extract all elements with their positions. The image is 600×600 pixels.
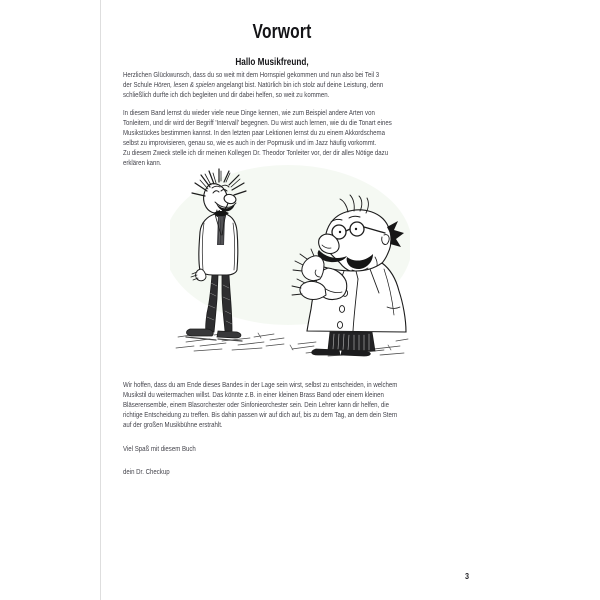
text-segment: der Schule (123, 80, 154, 89)
page-number: 3 (465, 571, 470, 581)
coat-button (337, 322, 342, 329)
outro-paragraph (123, 380, 397, 430)
text-line: Herzlichen Glückwunsch, dass du so weit mit dem Hornspiel gekommen und nun also bei Teil 3 (123, 70, 380, 79)
text-line (123, 80, 383, 90)
striped-trousers (328, 332, 375, 351)
signature (123, 467, 170, 477)
greeting-heading: Hallo Musikfreund, (235, 56, 309, 68)
band-paragraph (123, 108, 392, 168)
closing-wish (123, 444, 196, 454)
text-line: Tonleitern, und dir wird der Begriff 'Intervall' begegnen. Du wirst auch lernen, wie du die Tonart eines (123, 118, 392, 127)
shoe (341, 350, 370, 356)
text-line: dein Dr. Checkup (123, 467, 170, 476)
text-line: erklären kann. (123, 158, 162, 167)
text-line: auf der großen Musikbühne erstrahlt. (123, 420, 223, 429)
book-series-title: Hören, lesen & spielen (153, 80, 215, 89)
intro-paragraph (123, 70, 383, 100)
text-line: selbst zu improvisieren, genau so, wie es auch in der Popmusik und im Jazz häufig vorkommt. (123, 138, 377, 147)
text-line: richtige Entscheidung zu treffen. Bis dahin passen wir auf dich auf, bis zu dem Tag, an dem dein Stern (123, 410, 398, 419)
shoe (186, 329, 213, 336)
eye (355, 228, 357, 230)
text-line: schließlich durfte ich dich begleiten und dir dabei helfen, so weit zu kommen. (123, 90, 330, 99)
shoe (312, 349, 340, 355)
text-line: Musikstil du weitermachen willst. Das könnte z.B. in einer kleinen Brass Band oder einem kleinen (123, 390, 384, 399)
cartoon-illustration (170, 165, 410, 360)
text-line: Bläserensemble, einem Blasorchester oder Sinfonieorchester sein. Dein Lehrer kann dir helfen, die (123, 400, 390, 409)
text-line: Musikstückes bestimmen kannst. In den letzten paar Lektionen lernst du zu einem Akkordschema (123, 128, 385, 137)
shirt (217, 216, 225, 245)
page-title: Vorwort (252, 21, 312, 43)
text-line: Viel Spaß mit diesem Buch (123, 444, 196, 453)
eye (339, 231, 341, 233)
text-line: Zu diesem Zweck stelle ich dir meinen Kollegen Dr. Theodor Tonleiter vor, der dir alles Nötige dazu (123, 148, 389, 157)
coat-button (339, 306, 344, 313)
text-line: In diesem Band lernst du wieder viele neue Dinge kennen, wie zum Beispiel andere Arten von (123, 108, 375, 117)
text-segment: angelangt bist. Natürlich bin ich stolz auf deine Leistung, denn (214, 80, 384, 89)
text-line: Wir hoffen, dass du am Ende dieses Bandes in der Lage sein wirst, selbst zu entscheiden, in welchem (123, 380, 398, 389)
page-edge-shadow (100, 0, 101, 600)
shoe (217, 331, 241, 338)
